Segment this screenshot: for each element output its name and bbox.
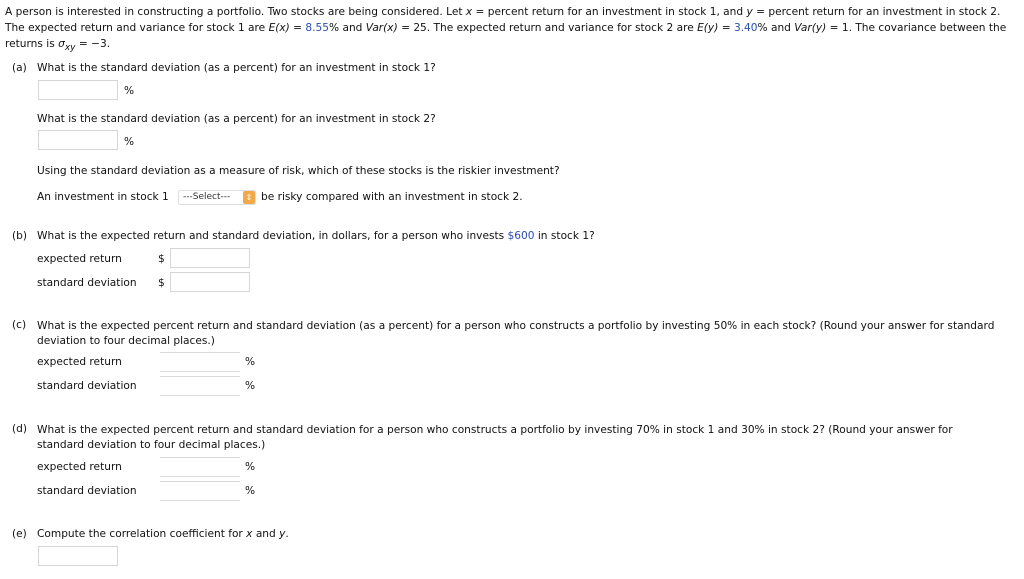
part-a-label: (a) [12,62,27,74]
part-b-question [37,230,595,242]
expected-return-label: expected return [37,253,122,265]
b-standard-deviation-input[interactable] [170,272,250,292]
riskier-sentence-end: be risky compared with an investment in stock 2. [261,191,523,203]
expected-x: E(x) [268,22,290,34]
expected-x-value: 8.55 [305,22,330,34]
part-e-question [37,528,289,540]
part-c-label: (c) [12,319,27,331]
c-expected-return-input[interactable] [160,352,240,372]
question-text: What is the expected return and standard deviation, in dollars, for a person who invests [37,230,508,242]
stock2-sd-input[interactable] [38,130,118,150]
part-c-question: What is the expected percent return and standard deviation (as a percent) for a person who constructs a portfolio by investing 50% in each stock? (Round your answer for standard deviation to four decimal places.) [37,320,995,347]
var-y: y [279,528,286,540]
part-a-question-2: What is the standard deviation (as a percent) for an investment in stock 2? [37,113,436,125]
d-expected-return-input[interactable] [160,457,240,477]
b-expected-return-input[interactable] [170,248,250,268]
question-text: Compute the correlation coefficient for [37,528,247,540]
sigma-symbol: σ [58,38,65,50]
stock1-sd-input[interactable] [38,80,118,100]
percent-unit: % [245,485,256,497]
percent-unit: % [245,380,256,392]
var-y: y [746,6,753,18]
dollar-sign: $ [158,277,165,289]
part-a-question-3: Using the standard deviation as a measure of risk, which of these stocks is the riskier investment? [37,165,560,177]
variance-y: Var(y) [794,22,827,34]
expected-return-label: expected return [37,356,122,368]
question-text: and [252,528,280,540]
investment-amount: $600 [507,230,535,242]
select-value: ---Select--- [183,192,231,202]
percent-unit: % [245,461,256,473]
intro-text: = −3. [75,38,111,50]
d-standard-deviation-input[interactable] [160,481,240,501]
question-text: in stock 1? [534,230,595,242]
intro-text: = percent return for an investment in stock 2. The expected return and variance for stock 1 are [5,6,1001,34]
intro-text: = 1. The covariance between the returns is [5,22,1007,50]
riskier-select[interactable] [178,190,256,205]
intro-text: A person is interested in constructing a portfolio. Two stocks are being considered. Let [5,6,466,18]
part-b-label: (b) [12,230,27,242]
part-a-question-1: What is the standard deviation (as a percent) for an investment in stock 1? [37,62,436,74]
percent-unit: % [124,85,135,97]
standard-deviation-label: standard deviation [37,380,137,392]
percent-unit: % [124,136,135,148]
percent-unit: % [245,356,256,368]
intro-text: = 25. The expected return and variance for stock 2 are [397,22,698,34]
c-standard-deviation-input[interactable] [160,376,240,396]
var-x: x [246,528,253,540]
standard-deviation-label: standard deviation [37,277,137,289]
part-e-label: (e) [12,528,27,540]
part-d-label: (d) [12,423,27,435]
expected-y: E(y) [697,22,719,34]
expected-y-value: 3.40 [733,22,758,34]
intro-text: = percent return for an investment in stock 1, and [472,6,747,18]
intro-text: = [289,22,306,34]
sigma-subscript: xy [64,43,76,54]
riskier-sentence-start: An investment in stock 1 [37,191,169,203]
dollar-sign: $ [158,253,165,265]
question-text: . [285,528,289,540]
expected-return-label: expected return [37,461,122,473]
part-d-question: What is the expected percent return and standard deviation for a person who constructs a portfolio by investing 70% in stock 1 and 30% in stock 2? (Round your answer for standard deviation to four decimal places.) [37,424,953,451]
intro-text: % and [757,22,795,34]
var-x: x [465,6,473,18]
intro-text: = [718,22,734,34]
select-arrow-icon: ⇕ [243,191,255,204]
standard-deviation-label: standard deviation [37,485,137,497]
intro-text: % and [329,22,366,34]
variance-x: Var(x) [365,22,398,34]
correlation-input[interactable] [38,546,118,566]
problem-statement [5,4,1017,56]
